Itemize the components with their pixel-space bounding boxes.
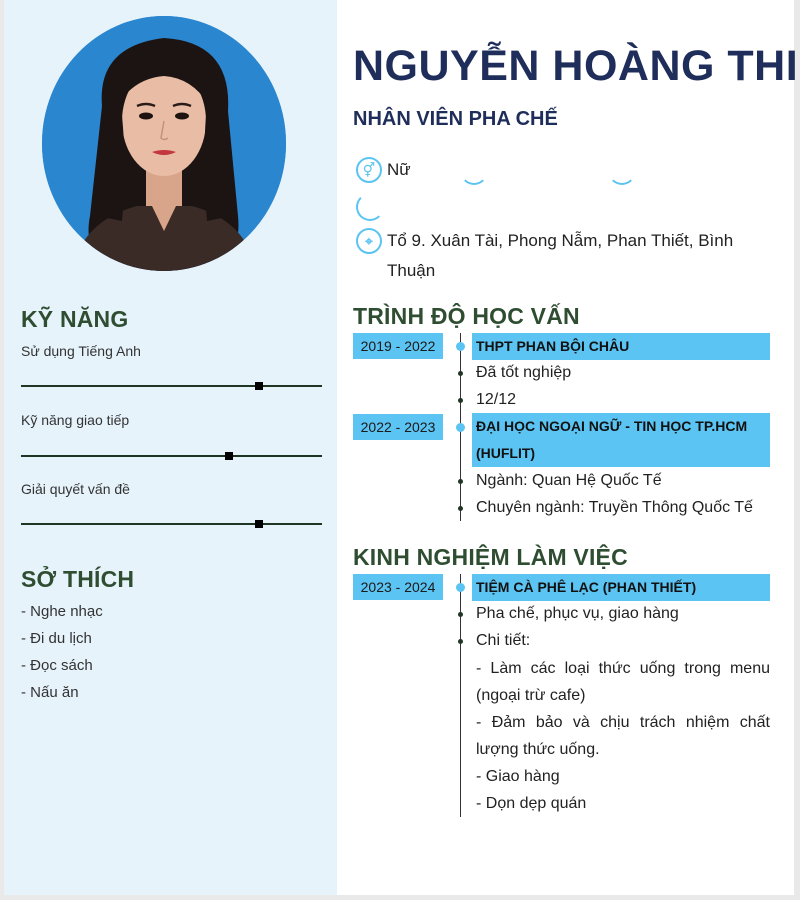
timeline-dot [456,583,465,592]
hobby-item: - Đọc sách [21,657,93,674]
experience-years: 2023 - 2024 [353,574,443,600]
education-years: 2019 - 2022 [353,333,443,359]
education-detail: Đã tốt nghiệp [476,364,572,381]
email-icon [608,157,636,185]
bullet [458,371,463,376]
map-pin-icon: ⌖ [356,228,382,254]
detail-label: Chi tiết: [476,632,531,649]
bullet [458,398,463,403]
skill-label: Kỹ năng giao tiếp [21,412,130,428]
task-item: - Đảm bảo và chịu trách nhiệm chất lượng thức uống. [476,714,770,758]
education-title: TRÌNH ĐỘ HỌC VẤN [353,303,580,329]
hobby-item: - Nghe nhạc [21,603,103,620]
hobby-item: - Đi du lịch [21,630,92,647]
bullet [458,479,463,484]
education-detail: Ngành: Quan Hệ Quốc Tế [476,472,662,489]
address-line: Tổ 9. Xuân Tài, Phong Nẫm, Phan Thiết, Bình [387,231,734,250]
skills-title: KỸ NĂNG [21,306,129,332]
experience-timeline [460,574,461,817]
portrait-photo [42,16,286,271]
gender-icon: ⚥ [356,157,382,183]
task-item: - Giao hàng [476,768,560,785]
education-detail: 12/12 [476,391,517,408]
school-name: THPT PHAN BỘI CHÂU [472,333,770,360]
bullet [458,612,463,617]
school-name-line: ĐẠI HỌC NGOẠI NGỮ - TIN HỌC TP.HCM [476,418,748,434]
education-detail: Chuyên ngành: Truyền Thông Quốc Tế [476,499,753,516]
task-item: - Dọn dẹp quán [476,795,587,812]
gender-text: Nữ [387,160,411,179]
skill-bar [21,523,322,525]
candidate-name: NGUYỄN HOÀNG THI [353,42,799,90]
school-name [472,413,770,467]
hobby-item: - Nấu ăn [21,684,79,701]
skill-level-marker [225,452,233,460]
skill-label: Giải quyết vấn đề [21,481,130,497]
education-years: 2022 - 2023 [353,414,443,440]
skill-bar [21,455,322,457]
skill-bar [21,385,322,387]
timeline-dot [456,423,465,432]
school-name-line: (HUFLIT) [476,445,536,461]
task-item: - Làm các loại thức uống trong menu (ngoại trừ cafe) [476,660,770,704]
bullet [458,506,463,511]
job-title: NHÂN VIÊN PHA CHẾ [353,108,558,130]
birthday-icon [356,193,384,221]
hobbies-title: SỞ THÍCH [21,566,135,592]
phone-icon [460,157,488,185]
skill-level-marker [255,382,263,390]
timeline-dot [456,342,465,351]
skill-label: Sử dụng Tiếng Anh [21,343,141,359]
skill-level-marker [255,520,263,528]
sidebar [4,0,337,895]
address-line: Thuận [387,261,436,280]
job-role: Pha chế, phục vụ, giao hàng [476,605,679,622]
company-name: TIỆM CÀ PHÊ LẠC (PHAN THIẾT) [472,574,770,601]
cv-page [4,0,799,895]
experience-title: KINH NGHIỆM LÀM VIỆC [353,544,628,570]
avatar [42,16,286,271]
bullet [458,639,463,644]
